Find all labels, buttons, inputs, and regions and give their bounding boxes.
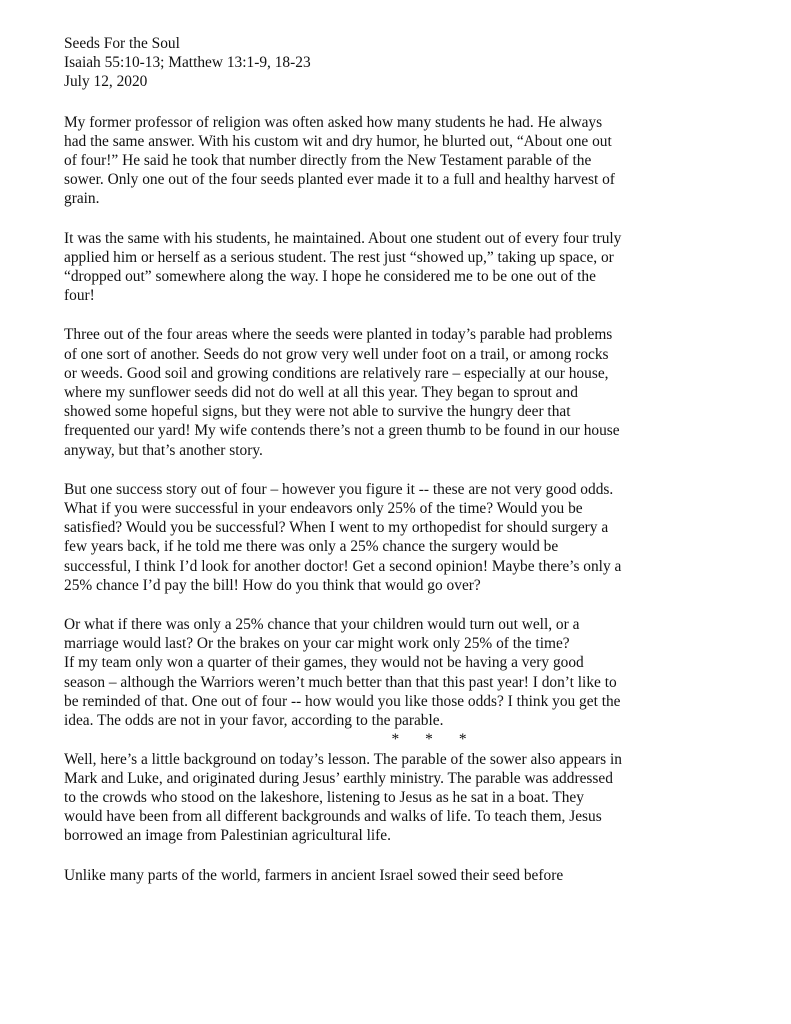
separator-asterisk: *: [391, 731, 400, 749]
paragraph-line: few years back, if he told me there was only a 25% chance the surgery would be: [64, 538, 559, 556]
paragraph: [64, 615, 754, 730]
paragraph-line: marriage would last? Or the brakes on your car might work only 25% of the time?: [64, 635, 570, 653]
paragraph: [64, 480, 754, 595]
paragraph-line: What if you were successful in your endeavors only 25% of the time? Would you be: [64, 500, 583, 518]
paragraph-line: Three out of the four areas where the seeds were planted in today’s parable had problems: [64, 326, 613, 344]
paragraph-line: season – although the Warriors weren’t much better than that this past year! I don’t like to: [64, 673, 617, 691]
paragraph-line: satisfied? Would you be successful? When I went to my orthopedist for should surgery a: [64, 519, 609, 537]
section-separator: [64, 730, 754, 749]
paragraph-line: where my sunflower seeds did not do well at all this year. They began to sprout and: [64, 384, 578, 402]
paragraph-line: Unlike many parts of the world, farmers in ancient Israel sowed their seed before: [64, 866, 564, 884]
paragraph-line: Or what if there was only a 25% chance that your children would turn out well, or a: [64, 616, 580, 634]
paragraph: [64, 750, 754, 846]
sermon-body-part-2: [64, 750, 754, 885]
paragraph-line: four!: [64, 287, 95, 305]
paragraph-line: or weeds. Good soil and growing conditions are relatively rare – especially at our house,: [64, 364, 609, 382]
sermon-body-part-1: [64, 113, 754, 731]
paragraph-line: “dropped out” somewhere along the way. I hope he considered me to be one out of the: [64, 268, 596, 286]
paragraph-line: It was the same with his students, he maintained. About one student out of every four truly: [64, 229, 622, 247]
paragraph-line: to the crowds who stood on the lakeshore, listening to Jesus as he sat in a boat. They: [64, 788, 584, 806]
paragraph-line: borrowed an image from Palestinian agricultural life.: [64, 827, 391, 845]
paragraph: [64, 113, 754, 209]
paragraph-line: sower. Only one out of the four seeds planted ever made it to a full and healthy harvest of: [64, 171, 615, 189]
paragraph-line: would have been from all different backgrounds and walks of life. To teach them, Jesus: [64, 808, 602, 826]
sermon-header: [64, 34, 754, 92]
paragraph-line: But one success story out of four – however you figure it -- these are not very good odds.: [64, 480, 614, 498]
paragraph: [64, 229, 754, 306]
paragraph-line: grain.: [64, 190, 100, 208]
paragraph-line: be reminded of that. One out of four -- how would you like those odds? I think you get the: [64, 692, 621, 710]
sermon-title: Seeds For the Soul: [64, 35, 180, 52]
paragraph-line: Mark and Luke, and originated during Jesus’ earthly ministry. The parable was addressed: [64, 769, 613, 787]
paragraph-line: successful, I think I’d look for another doctor! Get a second opinion! Maybe there’s only a: [64, 557, 622, 575]
paragraph-line: Well, here’s a little background on today’s lesson. The parable of the sower also appears in: [64, 750, 622, 768]
document-page: [64, 34, 754, 905]
paragraph-line: 25% chance I’d pay the bill! How do you think that would go over?: [64, 576, 481, 594]
paragraph: [64, 866, 754, 885]
paragraph-line: applied him or herself as a serious student. The rest just “showed up,” taking up space, or: [64, 248, 614, 266]
paragraph-line: of four!” He said he took that number directly from the New Testament parable of the: [64, 152, 592, 170]
paragraph-line: anyway, but that’s another story.: [64, 441, 263, 459]
paragraph-line: had the same answer. With his custom wit and dry humor, he blurted out, “About one out: [64, 132, 612, 150]
separator-asterisk: *: [425, 731, 433, 749]
paragraph-line: idea. The odds are not in your favor, according to the parable.: [64, 712, 444, 730]
paragraph-line: of one sort of another. Seeds do not grow very well under foot on a trail, or among rocks: [64, 345, 609, 363]
paragraph-line: showed some hopeful signs, but they were not able to survive the hungry deer that: [64, 403, 571, 421]
paragraph-line: frequented our yard! My wife contends there’s not a green thumb to be found in our house: [64, 422, 620, 440]
separator-asterisk: *: [458, 731, 467, 749]
paragraph: [64, 325, 754, 459]
paragraph-line: My former professor of religion was often asked how many students he had. He always: [64, 113, 603, 131]
sermon-date: July 12, 2020: [64, 73, 148, 91]
scripture-reference: Isaiah 55:10-13; Matthew 13:1-9, 18-23: [64, 54, 311, 72]
paragraph-line: If my team only won a quarter of their games, they would not be having a very good: [64, 654, 584, 672]
